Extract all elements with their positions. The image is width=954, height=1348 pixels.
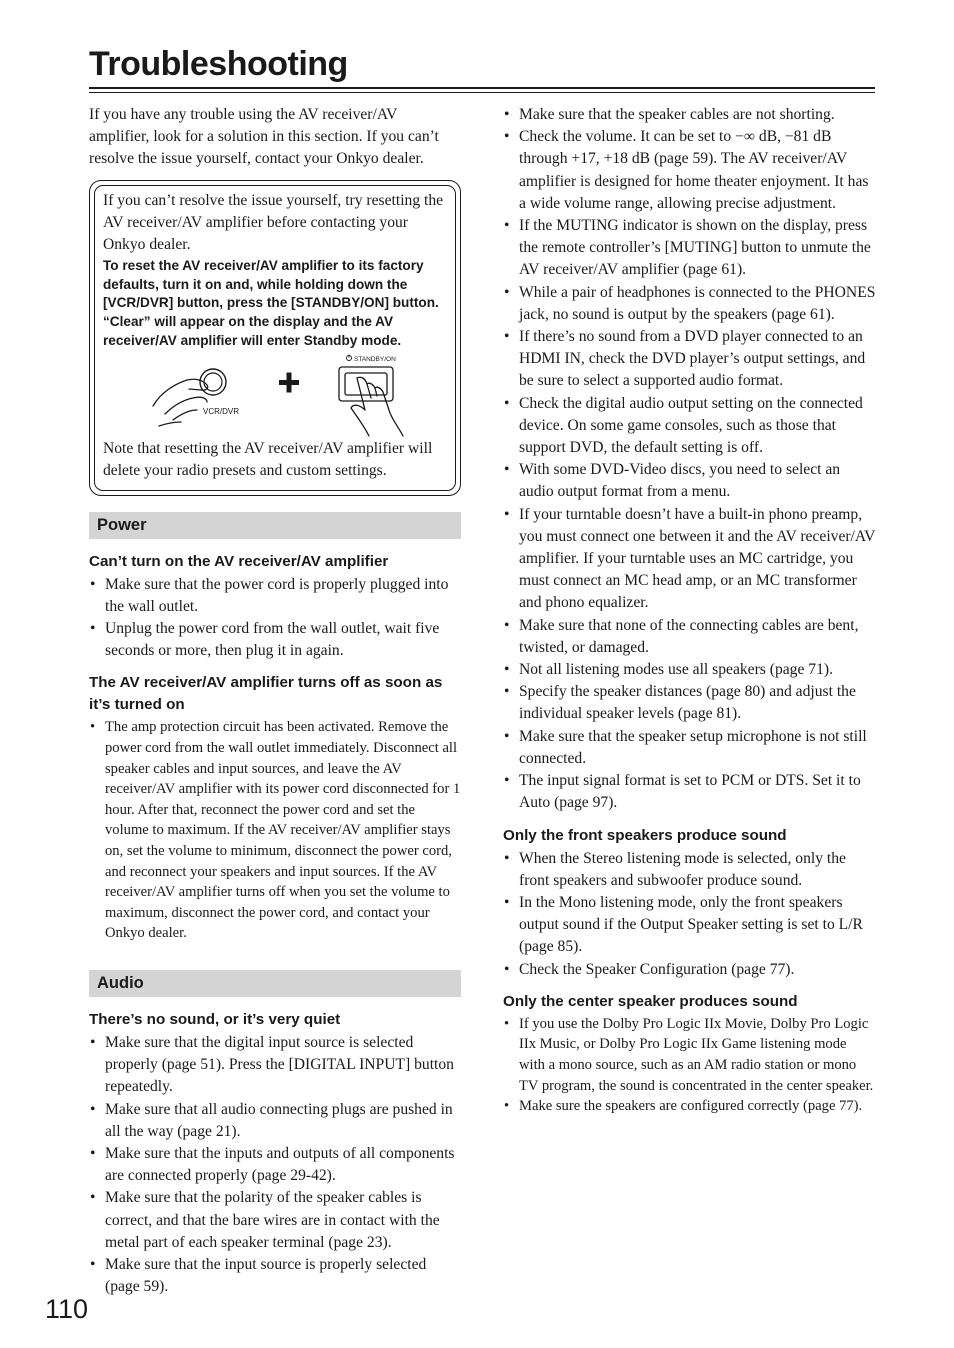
list-item: • Make sure that the speaker setup microphone is not still connected. (503, 726, 876, 770)
list-item: • Make sure the speakers are configured correctly (page 77). (503, 1096, 876, 1117)
list-item: • Make sure that the polarity of the speaker cables is correct, and that the bare wires are in contact with the metal part of each speaker terminal (page 23). (89, 1187, 461, 1254)
power-q2-list (89, 717, 461, 944)
vcr-dvr-label: VCR/DVR (203, 407, 240, 417)
list-item: • If there’s no sound from a DVD player connected to an HDMI IN, check the DVD player’s output settings, and be sure to select a supported audio format. (503, 326, 876, 393)
pressing-hand-icon-2 (351, 377, 403, 436)
list-item: • While a pair of headphones is connected to the PHONES jack, no sound is output by the speakers (page 61). (503, 282, 876, 326)
title-rule-thick (89, 87, 875, 89)
section-audio-heading: Audio (89, 970, 461, 997)
pressing-hand-icon (153, 379, 208, 426)
list-item: • If the MUTING indicator is shown on the display, press the remote controller’s [MUTING] button to unmute the AV receiver/AV amplifier (page 61). (503, 215, 876, 282)
power-q2-title: The AV receiver/AV amplifier turns off as soon as it’s turned on (89, 674, 443, 714)
intro-paragraph: If you have any trouble using the AV receiver/AV amplifier, look for a solution in this section. If you can’t resolve the issue yourself, contact your Onkyo dealer. (89, 106, 439, 168)
list-item: • The input signal format is set to PCM or DTS. Set it to Auto (page 97). (503, 770, 876, 814)
list-item: • Make sure that all audio connecting plugs are pushed in all the way (page 21). (89, 1099, 461, 1143)
list-item: • If your turntable doesn’t have a built-in phono preamp, you must connect one between it and the AV receiver/AV amplifier. If your turntable uses an MC cartridge, you must connect an MC head amp, or an MC transformer and phono equalizer. (503, 504, 876, 615)
list-item: • When the Stereo listening mode is selected, only the front speakers and subwoofer produce sound. (503, 848, 876, 892)
reset-warning-text: Note that resetting the AV receiver/AV amplifier will delete your radio presets and custom settings. (103, 440, 433, 480)
list-item: • In the Mono listening mode, only the front speakers output sound if the Output Speaker setting is set to L/R (page 85). (503, 892, 876, 959)
audio-q2-title: Only the front speakers produce sound (503, 826, 787, 844)
page-number: 110 (45, 1294, 89, 1324)
reset-instructions: To reset the AV receiver/AV amplifier to its factory defaults, turn it on and, while holding down the [VCR/DVR] button, press the [STANDBY/ON] button. “Clear” will appear on the display and the AV receiver/AV amplifier will enter Standby mode. (103, 258, 439, 348)
list-item: • Make sure that the power cord is properly plugged into the wall outlet. (89, 574, 461, 618)
audio-q3-title: Only the center speaker produces sound (503, 992, 798, 1010)
standby-power-icon (347, 355, 352, 361)
list-item: • The amp protection circuit has been activated. Remove the power cord from the wall outlet immediately. Disconnect all speaker cables and input sources, and leave the AV receiver/AV amplifier with its power cord disconnected for 1 hour. After that, reconnect the power cord and set the volume to maximum. If the AV receiver/AV amplifier stays on, set the volume to minimum, disconnect the power cord, and reconnect your speakers and input sources. If the AV receiver/AV amplifier turns off when you set the volume to maximum, disconnect the power cord, and contact your Onkyo dealer. (89, 717, 461, 944)
audio-q1-list-left (89, 1032, 461, 1298)
list-item: • Check the volume. It can be set to −∞ dB, −81 dB through +17, +18 dB (page 59). The AV receiver/AV amplifier is designed for home theater enjoyment. It has a wide volume range, allowing precise adjustment. (503, 126, 876, 215)
reset-illustration (103, 354, 447, 438)
section-power-heading: Power (89, 512, 461, 539)
reset-note-text: If you can’t resolve the issue yourself, try resetting the AV receiver/AV amplifier before contacting your Onkyo dealer. (103, 191, 444, 254)
list-item: • Check the digital audio output setting on the connected device. On some game consoles, such as those that support DVD, the default setting is off. (503, 393, 876, 460)
audio-q1-list-right (503, 104, 876, 815)
list-item: • Make sure that none of the connecting cables are bent, twisted, or damaged. (503, 615, 876, 659)
list-item: • Make sure that the digital input source is selected properly (page 51). Press the [DIGITAL INPUT] button repeatedly. (89, 1032, 461, 1099)
audio-q2-list (503, 848, 876, 981)
right-column (503, 104, 876, 1127)
list-item: • With some DVD-Video discs, you need to select an audio output format from a menu. (503, 459, 876, 503)
power-q1-title: Can’t turn on the AV receiver/AV amplifier (89, 552, 389, 570)
reset-illustration-svg (103, 354, 459, 438)
list-item: • Check the Speaker Configuration (page 77). (503, 959, 876, 981)
list-item: • Unplug the power cord from the wall outlet, wait five seconds or more, then plug it in again. (89, 618, 461, 662)
plus-icon (279, 373, 299, 393)
reset-note-inner (94, 185, 456, 491)
power-q1-list (89, 574, 461, 663)
audio-q1-title: There’s no sound, or it’s very quiet (89, 1010, 341, 1028)
left-column (89, 104, 461, 1308)
page-title: Troubleshooting (89, 45, 348, 83)
list-item: • Make sure that the speaker cables are not shorting. (503, 104, 876, 126)
list-item: • If you use the Dolby Pro Logic IIx Movie, Dolby Pro Logic IIx Music, or Dolby Pro Logic IIx Game listening mode with a mono source, such as an AM radio station or mono TV program, the sound is concentrated in the center speaker. (503, 1014, 876, 1096)
title-rule-thin (89, 92, 875, 93)
list-item: • Make sure that the input source is properly selected (page 59). (89, 1254, 461, 1298)
list-item: • Not all listening modes use all speakers (page 71). (503, 659, 876, 681)
list-item: • Specify the speaker distances (page 80) and adjust the individual speaker levels (page 81). (503, 681, 876, 725)
reset-note-box (89, 180, 461, 496)
audio-q3-list (503, 1014, 876, 1117)
standby-on-label: STANDBY/ON (354, 356, 396, 364)
list-item: • Make sure that the inputs and outputs of all components are connected properly (page 29-42). (89, 1143, 461, 1187)
